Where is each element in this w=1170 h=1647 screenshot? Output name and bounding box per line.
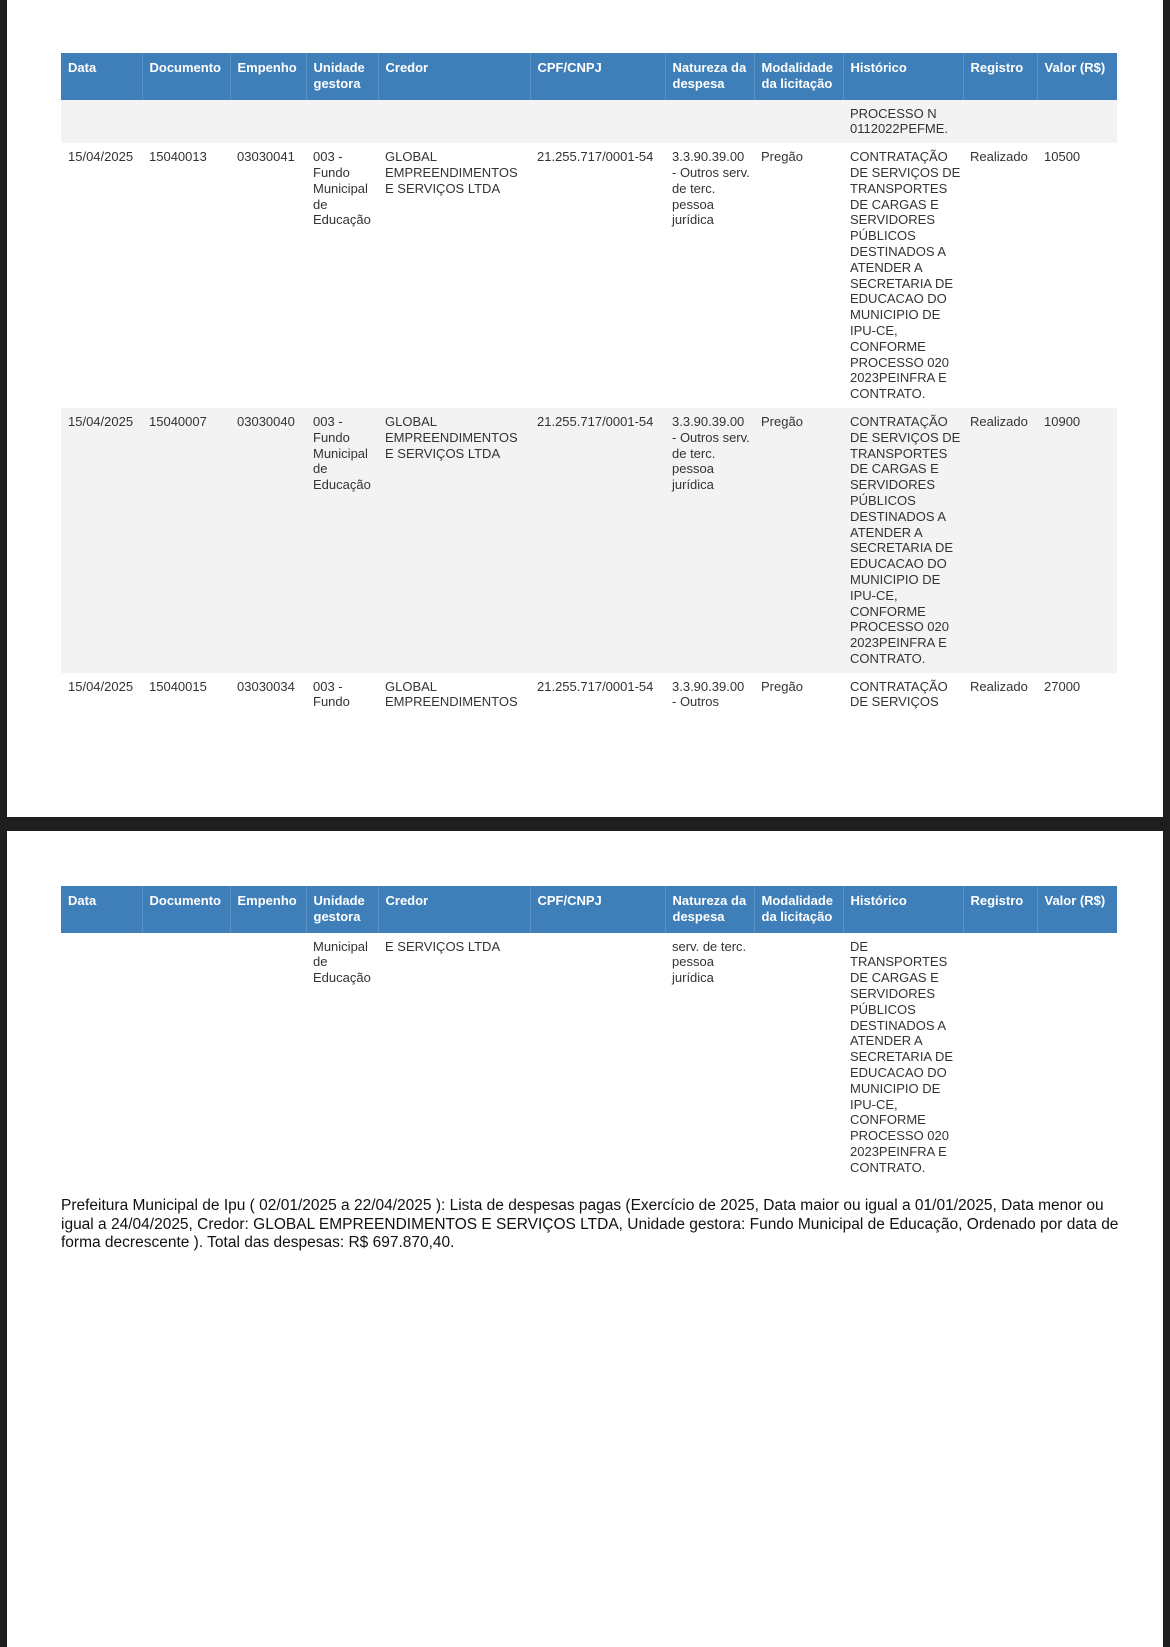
cell-unidade: Municipal de Educação <box>313 938 371 986</box>
cell-natureza <box>665 100 754 144</box>
cell-historico: PROCESSO N 0112022PEFME. <box>843 100 963 144</box>
cell-natureza: serv. de terc. pessoa jurídica <box>672 938 747 986</box>
header-modalidade: Modalidade da licitação <box>754 53 843 100</box>
cell-unidade: 003 - Fundo Municipal de Educação <box>313 149 371 228</box>
table-header-row <box>61 53 1117 100</box>
table-row <box>61 408 1117 673</box>
cell-cpf <box>530 100 665 144</box>
cell-registro <box>963 933 1037 1182</box>
header-credor: Credor <box>378 886 530 933</box>
expenses-table-page-1 <box>61 53 1117 716</box>
cell-unidade: 003 - Fundo <box>313 678 350 710</box>
table-header-row <box>61 886 1117 933</box>
cell-valor <box>1037 100 1117 144</box>
cell-unidade: 003 - Fundo Municipal de Educação <box>306 408 378 673</box>
cell-data: 15/04/2025 <box>68 149 134 165</box>
cell-empenho: 03030041 <box>237 149 295 165</box>
cell-documento <box>142 100 230 144</box>
header-natureza: Natureza da despesa <box>665 53 754 100</box>
header-data: Data <box>61 53 142 100</box>
cell-cpf: 21.255.717/0001-54 <box>537 149 654 165</box>
header-cpf-cnpj: CPF/CNPJ <box>530 886 665 933</box>
cell-valor: 10500 <box>1044 149 1081 165</box>
header-data: Data <box>61 886 142 933</box>
cell-natureza: 3.3.90.39.00 - Outros <box>672 678 745 710</box>
cell-registro: Realizado <box>970 678 1028 694</box>
table-row <box>61 673 1117 717</box>
cell-unidade <box>306 100 378 144</box>
header-modalidade: Modalidade da licitação <box>754 886 843 933</box>
cell-modalidade <box>754 933 843 1182</box>
header-valor: Valor (R$) <box>1037 53 1117 100</box>
table-row <box>61 143 1117 408</box>
cell-modalidade: Pregão <box>754 408 843 673</box>
cell-data <box>61 100 142 144</box>
cell-empenho <box>230 100 306 144</box>
header-natureza: Natureza da despesa <box>665 886 754 933</box>
cell-credor: GLOBAL EMPREENDIMENTOS E SERVIÇOS LTDA <box>378 408 530 673</box>
header-historico: Histórico <box>843 53 963 100</box>
cell-credor: GLOBAL EMPREENDIMENTOS <box>385 678 518 710</box>
cell-historico: DE TRANSPORTES DE CARGAS E SERVIDORES PÚBLICOS DESTINADOS A ATENDER A SECRETARIA DE EDUCACAO DO MUNICIPIO DE IPU-CE, CONFORME PROCESSO 020 2023PEINFRA E CONTRATO. <box>850 938 954 1175</box>
cell-historico: CONTRATAÇÃO DE SERVIÇOS DE TRANSPORTES DE CARGAS E SERVIDORES PÚBLICOS DESTINADOS A ATENDER A SECRETARIA DE EDUCACAO DO MUNICIPIO DE IPU-CE, CONFORME PROCESSO 020 2023PEINFRA E CONTRATO. <box>850 149 961 402</box>
table-row <box>61 933 1117 1182</box>
cell-data: 15/04/2025 <box>61 408 142 673</box>
header-documento: Documento <box>142 886 230 933</box>
header-registro: Registro <box>963 886 1037 933</box>
header-empenho: Empenho <box>230 886 306 933</box>
cell-historico: CONTRATAÇÃO DE SERVIÇOS <box>850 678 948 710</box>
cell-valor: 10900 <box>1037 408 1117 673</box>
header-cpf-cnpj: CPF/CNPJ <box>530 53 665 100</box>
document-page-1 <box>7 0 1163 817</box>
cell-empenho: 03030040 <box>230 408 306 673</box>
cell-modalidade: Pregão <box>761 149 803 165</box>
cell-credor <box>378 100 530 144</box>
cell-cpf <box>530 933 665 1182</box>
cell-documento: 15040007 <box>142 408 230 673</box>
cell-credor: E SERVIÇOS LTDA <box>385 938 501 954</box>
header-valor: Valor (R$) <box>1037 886 1117 933</box>
cell-modalidade: Pregão <box>761 678 803 694</box>
expenses-table-page-2 <box>61 886 1117 1182</box>
cell-cpf: 21.255.717/0001-54 <box>530 408 665 673</box>
cell-registro: Realizado <box>970 149 1028 165</box>
header-empenho: Empenho <box>230 53 306 100</box>
cell-natureza: 3.3.90.39.00 - Outros serv. de terc. pessoa jurídica <box>665 408 754 673</box>
cell-documento <box>142 933 230 1182</box>
header-credor: Credor <box>378 53 530 100</box>
table-row <box>61 100 1117 144</box>
cell-data <box>61 933 142 1182</box>
cell-empenho: 03030034 <box>237 678 295 694</box>
cell-valor: 27000 <box>1044 678 1081 694</box>
header-registro: Registro <box>963 53 1037 100</box>
cell-modalidade <box>754 100 843 144</box>
cell-empenho <box>230 933 306 1182</box>
header-documento: Documento <box>142 53 230 100</box>
header-unidade-gestora: Unidade gestora <box>306 886 378 933</box>
cell-registro: Realizado <box>963 408 1037 673</box>
cell-credor: GLOBAL EMPREENDIMENTOS E SERVIÇOS LTDA <box>385 149 518 196</box>
cell-registro <box>963 100 1037 144</box>
cell-valor <box>1037 933 1117 1182</box>
cell-cpf: 21.255.717/0001-54 <box>537 678 654 694</box>
document-page-2 <box>7 831 1163 1647</box>
report-summary-footer: Prefeitura Municipal de Ipu ( 02/01/2025 a 22/04/2025 ): Lista de despesas pagas (Exercício de 2025, Data maior ou igual a 01/01/2025, Data menor ou igual a 24/04/2025, Credor: GLOBAL EMPREENDIMENTOS E SERVIÇOS LTDA, Unidade gestora: Fundo Municipal de Educação, Ordenado por data de forma decrescente ). Total das despesas: R$ 697.870,40. <box>61 1197 1119 1251</box>
cell-natureza: 3.3.90.39.00 - Outros serv. de terc. pessoa jurídica <box>672 149 750 228</box>
cell-documento: 15040015 <box>149 678 207 694</box>
cell-historico: CONTRATAÇÃO DE SERVIÇOS DE TRANSPORTES DE CARGAS E SERVIDORES PÚBLICOS DESTINADOS A ATENDER A SECRETARIA DE EDUCACAO DO MUNICIPIO DE IPU-CE, CONFORME PROCESSO 020 2023PEINFRA E CONTRATO. <box>843 408 963 673</box>
header-historico: Histórico <box>843 886 963 933</box>
cell-documento: 15040013 <box>149 149 207 165</box>
header-unidade-gestora: Unidade gestora <box>306 53 378 100</box>
cell-data: 15/04/2025 <box>68 678 134 694</box>
